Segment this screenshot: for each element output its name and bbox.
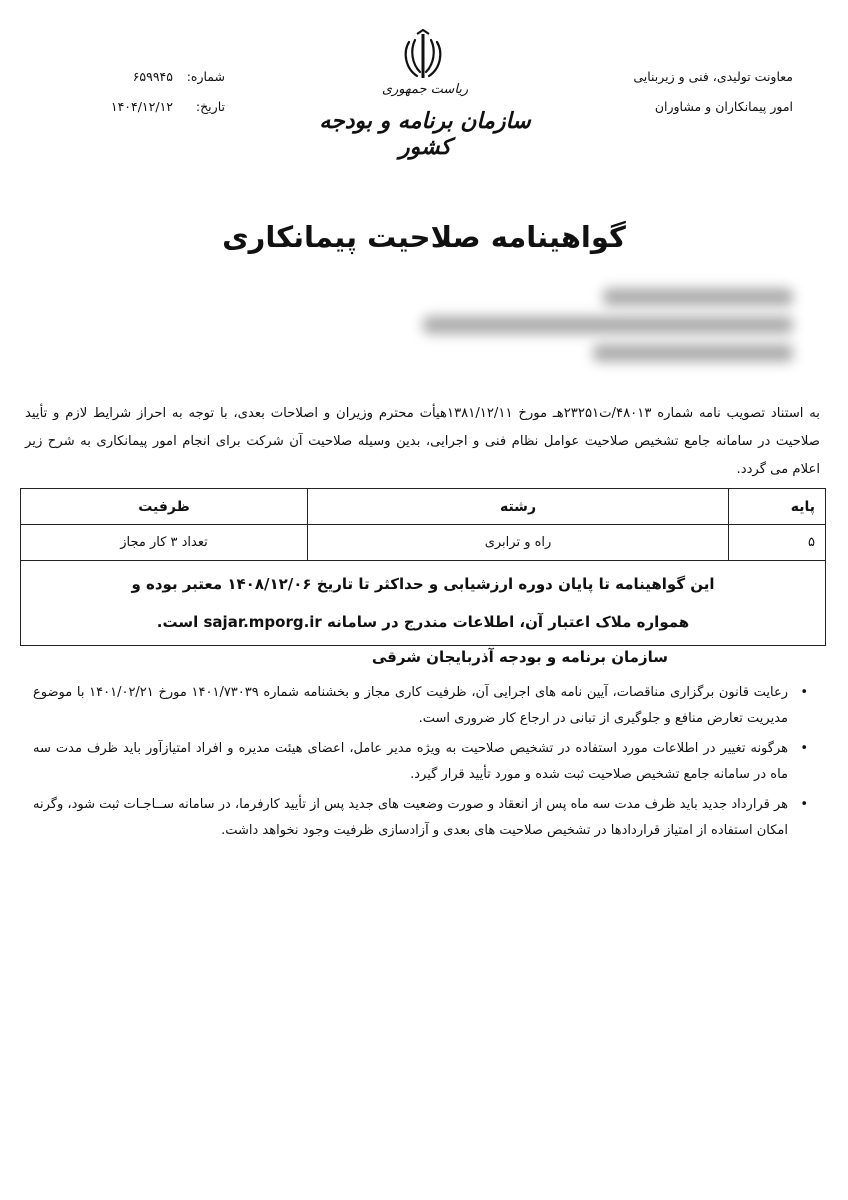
header-grade: پایه	[729, 489, 826, 525]
note-text: هر قرارداد جدید باید ظرف مدت سه ماه پس از انعقاد و صورت وضعیت های جدید پس از تأیید کارفرما، در سامانه ســاجـات ثبت شود، وگرنه امکان استفاده از امتیاز قراردادها در تشخیص صلاحیت های بعدی و آزادسازی ظرفیت وجود نخواهد داشت.	[33, 797, 788, 838]
department-line-1: معاونت تولیدی، فنی و زیربنایی	[633, 69, 793, 84]
header-capacity: ظرفیت	[21, 489, 308, 525]
table-header-row	[21, 489, 826, 525]
intro-paragraph: به استناد تصویب نامه شماره ۴۸۰۱۳/ت۲۳۲۵۱هـ مورخ ۱۳۸۱/۱۲/۱۱هیأت محترم وزیران و اصلاحات بعدی، با توجه به احراز شرایط لازم و تأیید صلاحیت در سامانه جامع تشخیص صلاحیت عوامل نظام فنی و اجرایی، بدین وسیله صلاحیت آن شرکت برای انجام امور پیمانکاری به شرح زیر اعلام می گردد.	[25, 406, 820, 477]
table-row	[21, 525, 826, 561]
redacted-line	[593, 344, 793, 362]
redacted-line	[423, 316, 793, 334]
bullet-icon: •	[800, 685, 808, 700]
bullet-icon: •	[800, 797, 808, 812]
validity-line-1: این گواهینامه تا پایان دوره ارزشیابی و حداکثر تا تاریخ ۱۴۰۸/۱۲/۰۶ معتبر بوده و	[131, 575, 715, 593]
letter-date-row	[95, 92, 225, 122]
list-item	[33, 792, 808, 844]
note-text: رعایت قانون برگزاری مناقصات، آیین نامه های اجرایی آن، ظرفیت کاری مجاز و بخشنامه شماره ۱۴۰۱/۷۳۰۳۹ مورخ ۱۴۰۱/۰۲/۲۱ با موضوع مدیریت تعارض منافع و جلوگیری از تبانی در ارجاع کار ضروری است.	[33, 685, 788, 726]
letter-meta	[95, 62, 225, 122]
number-label: شماره:	[186, 69, 225, 84]
cell-capacity: تعداد ۳ کار مجاز	[21, 525, 308, 561]
department-line-2: امور پیمانکاران و مشاوران	[654, 99, 793, 114]
cell-field: راه و ترابری	[308, 525, 729, 561]
letter-number-row	[95, 62, 225, 92]
date-value: ۱۴۰۴/۱۲/۱۲	[110, 99, 173, 114]
validity-cell	[21, 561, 826, 646]
date-label: تاریخ:	[195, 99, 225, 114]
org-subtitle: ریاست جمهوری	[381, 82, 469, 97]
qualification-table	[20, 488, 826, 646]
list-item	[33, 680, 808, 732]
redacted-line	[603, 288, 793, 306]
org-name: سازمان برنامه و بودجه کشور	[319, 108, 531, 160]
number-value: ۶۵۹۹۴۵	[132, 69, 173, 84]
iran-emblem-icon	[395, 28, 451, 84]
header-field: رشته	[308, 489, 729, 525]
bullet-icon: •	[800, 741, 808, 756]
certificate-title: گواهینامه صلاحیت پیمانکاری	[222, 220, 626, 254]
cell-grade: ۵	[729, 525, 826, 561]
issuer-name: سازمان برنامه و بودجه آذربایجان شرقی	[371, 648, 668, 666]
validity-line-2: همواره ملاک اعتبار آن، اطلاعات مندرج در سامانه sajar.mporg.ir است.	[156, 613, 690, 631]
list-item	[33, 736, 808, 788]
department-block	[573, 62, 793, 122]
note-text: هرگونه تغییر در اطلاعات مورد استفاده در تشخیص صلاحیت به ویژه مدیر عامل، اعضای هیئت مدیره و افراد امتیازآور باید ظرف مدت سه ماه در سامانه جامع تشخیص صلاحیت ثبت شده و مورد تأیید قرار گیرد.	[33, 741, 788, 782]
validity-row	[21, 561, 826, 646]
notes-list	[33, 680, 808, 848]
redacted-recipient-block	[413, 278, 793, 372]
